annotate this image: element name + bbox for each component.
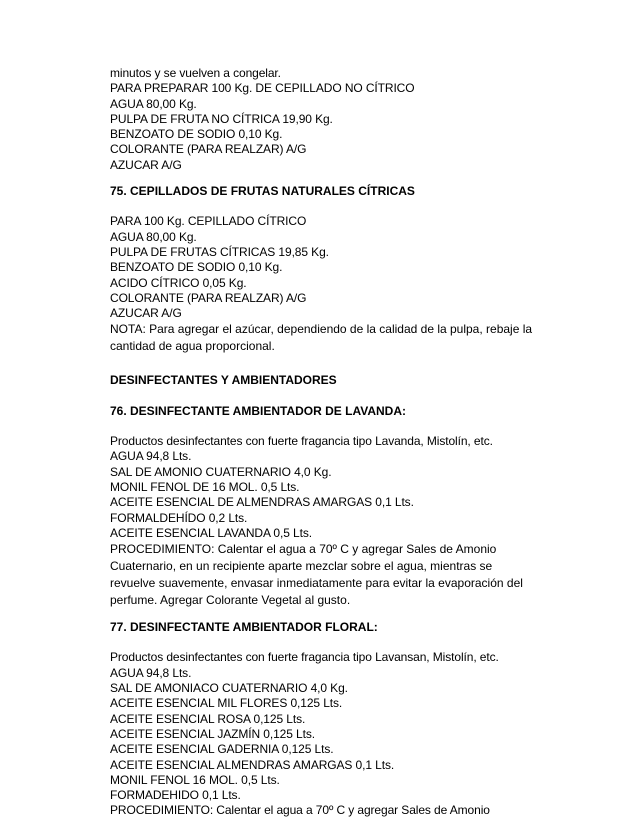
procedure-line: perfume. Agregar Colorante Vegetal al gusto. bbox=[110, 593, 351, 608]
text-line: AZUCAR A/G bbox=[110, 306, 182, 321]
text-line: COLORANTE (PARA REALZAR) A/G bbox=[110, 290, 307, 305]
text-line: AGUA 80,00 Kg. bbox=[110, 96, 197, 111]
text-line: FORMALDEHÍDO 0,2 Lts. bbox=[110, 510, 248, 525]
text-line: AGUA 94,8 Lts. bbox=[110, 449, 192, 464]
text-line: ACEITE ESENCIAL DE ALMENDRAS AMARGAS 0,1 Lts. bbox=[110, 495, 414, 510]
text-line: BENZOATO DE SODIO 0,10 Kg. bbox=[110, 127, 283, 142]
text-line: ACEITE ESENCIAL GADERNIA 0,125 Lts. bbox=[110, 742, 334, 757]
text-line: PROCEDIMIENTO: Calentar el agua a 70º C y agregar Sales de Amonio bbox=[110, 803, 490, 818]
section-75 bbox=[110, 184, 533, 355]
text-line: Productos desinfectantes con fuerte fragancia tipo Lavanda, Mistolín, etc. bbox=[110, 434, 493, 449]
recipe-continuation-block bbox=[110, 66, 530, 173]
section-77 bbox=[110, 620, 530, 819]
text-line: PULPA DE FRUTAS CÍTRICAS 19,85 Kg. bbox=[110, 244, 329, 259]
category-heading: DESINFECTANTES Y AMBIENTADORES bbox=[110, 373, 337, 388]
text-line: BENZOATO DE SODIO 0,10 Kg. bbox=[110, 260, 283, 275]
section-heading: 75. CEPILLADOS DE FRUTAS NATURALES CÍTRICAS bbox=[110, 184, 415, 199]
text-line: PARA 100 Kg. CEPILLADO CÍTRICO bbox=[110, 214, 307, 229]
text-line: MONIL FENOL 16 MOL. 0,5 Lts. bbox=[110, 772, 280, 787]
procedure-line: Cuaternario, en un recipiente aparte mezclar sobre el agua, mientras se bbox=[110, 559, 493, 574]
text-line: SAL DE AMONIACO CUATERNARIO 4,0 Kg. bbox=[110, 681, 348, 696]
procedure-line: revuelve suavemente, envasar inmediatamente para evitar la evaporación del bbox=[110, 576, 523, 591]
text-line: minutos y se vuelven a congelar. bbox=[110, 66, 281, 80]
note-line: NOTA: Para agregar el azúcar, dependiendo de la calidad de la pulpa, rebaje la bbox=[110, 322, 533, 337]
text-line: AGUA 80,00 Kg. bbox=[110, 229, 197, 244]
text-line: ACEITE ESENCIAL JAZMÍN 0,125 Lts. bbox=[110, 726, 315, 741]
text-line: AGUA 94,8 Lts. bbox=[110, 665, 192, 680]
text-line: COLORANTE (PARA REALZAR) A/G bbox=[110, 142, 307, 157]
text-line: ACEITE ESENCIAL LAVANDA 0,5 Lts. bbox=[110, 525, 312, 540]
text-line: FORMADEHIDO 0,1 Lts. bbox=[110, 788, 241, 803]
text-line: ACEITE ESENCIAL ROSA 0,125 Lts. bbox=[110, 711, 306, 726]
document-page bbox=[110, 66, 533, 819]
section-heading: 77. DESINFECTANTE AMBIENTADOR FLORAL: bbox=[110, 620, 378, 635]
text-line: PULPA DE FRUTA NO CÍTRICA 19,90 Kg. bbox=[110, 111, 333, 126]
text-line: ACEITE ESENCIAL MIL FLORES 0,125 Lts. bbox=[110, 696, 343, 711]
text-line: ACIDO CÍTRICO 0,05 Kg. bbox=[110, 275, 247, 290]
text-line: ACEITE ESENCIAL ALMENDRAS AMARGAS 0,1 Lts. bbox=[110, 757, 395, 772]
note-line: cantidad de agua proporcional. bbox=[110, 339, 275, 354]
section-heading: 76. DESINFECTANTE AMBIENTADOR DE LAVANDA: bbox=[110, 403, 407, 418]
text-line: MONIL FENOL DE 16 MOL. 0,5 Lts. bbox=[110, 479, 300, 494]
text-line: Productos desinfectantes con fuerte fragancia tipo Lavansan, Mistolín, etc. bbox=[110, 650, 499, 665]
text-line: PARA PREPARAR 100 Kg. DE CEPILLADO NO CÍTRICO bbox=[110, 81, 415, 96]
text-line: AZUCAR A/G bbox=[110, 157, 182, 172]
text-line: SAL DE AMONIO CUATERNARIO 4,0 Kg. bbox=[110, 464, 332, 479]
procedure-line: PROCEDIMIENTO: Calentar el agua a 70º C y agregar Sales de Amonio bbox=[110, 542, 497, 557]
section-76 bbox=[110, 404, 530, 609]
